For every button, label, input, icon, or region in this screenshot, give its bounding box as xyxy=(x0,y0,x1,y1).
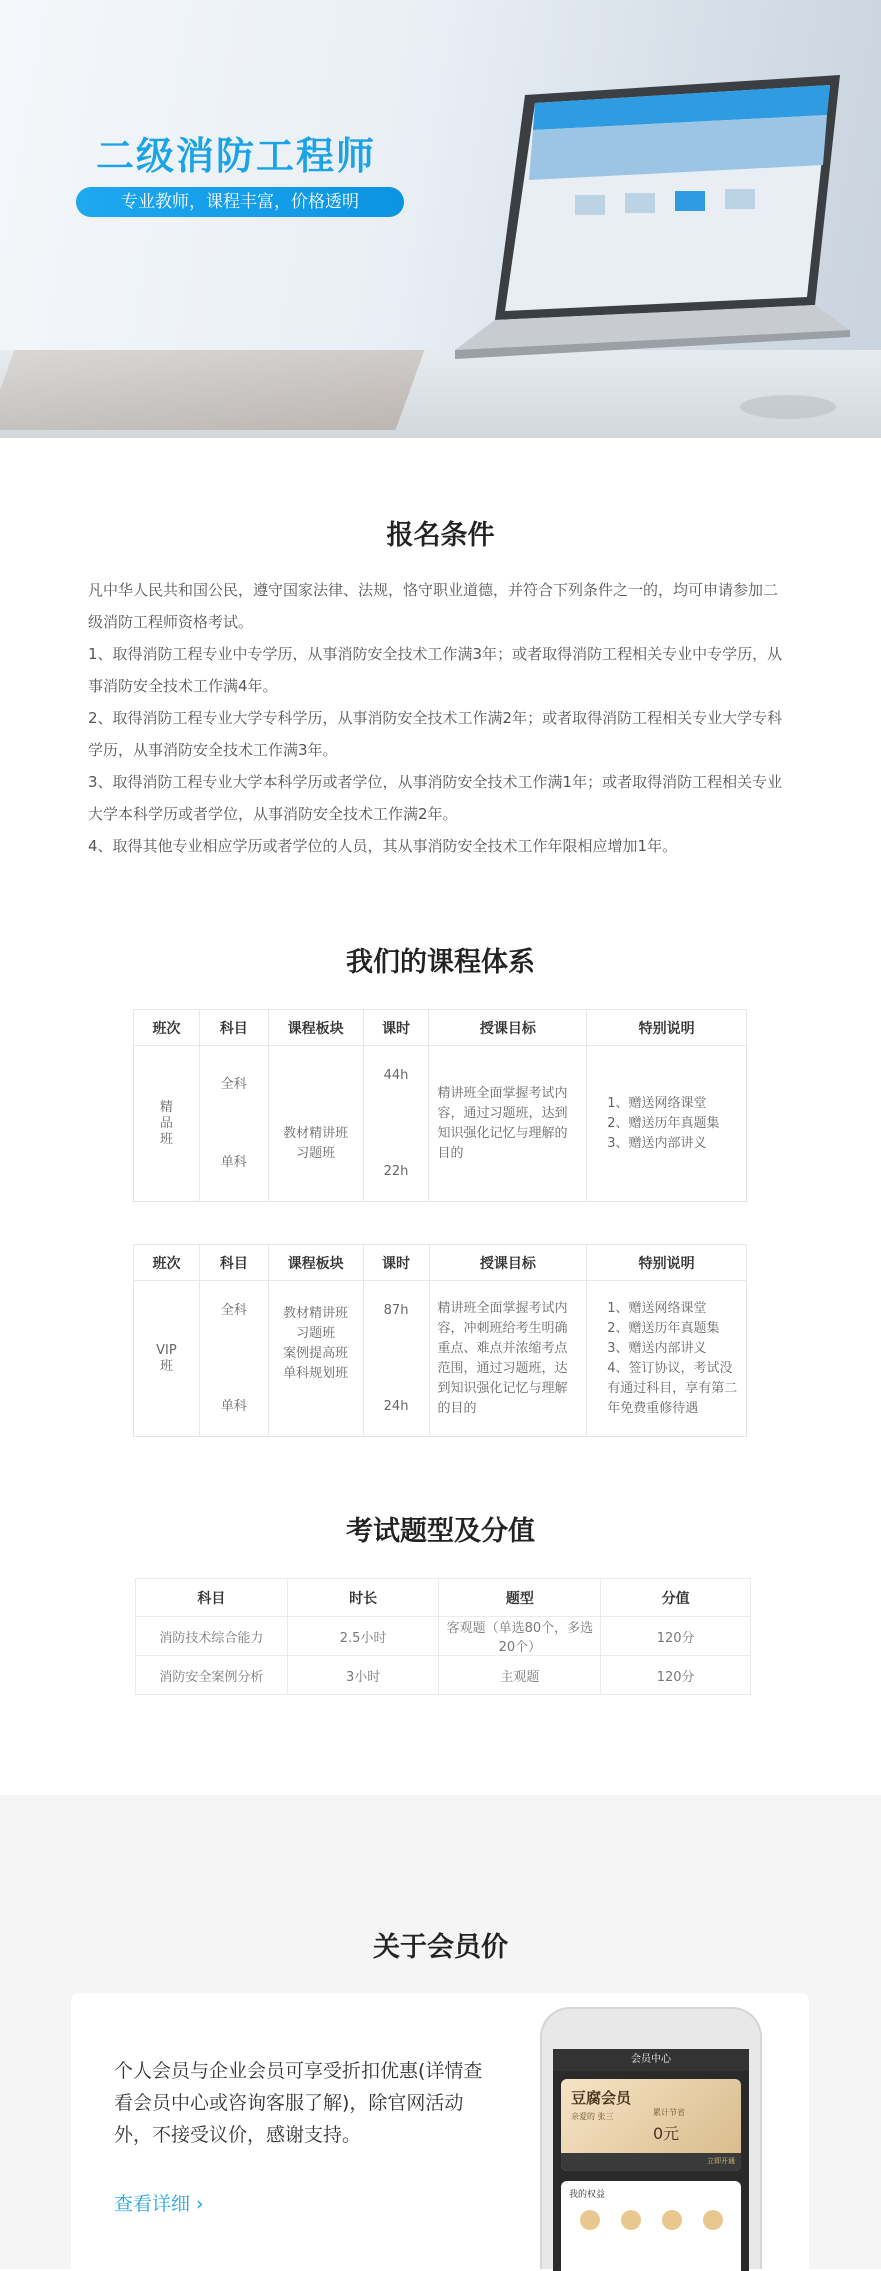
header-class: 班次 xyxy=(134,1010,200,1046)
header-type: 题型 xyxy=(439,1579,601,1617)
vip-open-button: 立即开通 xyxy=(707,2157,735,2165)
header-notes: 特别说明 xyxy=(587,1245,747,1281)
course-table-standard xyxy=(133,1009,747,1202)
hours-single: 24h xyxy=(383,1399,409,1414)
hours-cell xyxy=(363,1046,429,1202)
cell-subject: 消防安全案例分析 xyxy=(136,1656,288,1695)
table-row xyxy=(136,1656,751,1695)
rights-icons xyxy=(561,2206,741,2234)
phone-mockup xyxy=(540,2007,762,2269)
hours-cell xyxy=(363,1281,429,1437)
hours-single: 22h xyxy=(383,1164,409,1179)
hero-subtitle-pill: 专业教师，课程丰富，价格透明 xyxy=(76,187,404,217)
note-item: 2、赠送历年真题集 xyxy=(607,1115,720,1131)
requirement-item: 2、取得消防工程专业大学专科学历，从事消防安全技术工作满2年；或者取得消防工程相关专业大学专科学历，从事消防安全技术工作满3年。 xyxy=(88,709,783,759)
notes-cell xyxy=(587,1281,747,1437)
table-row xyxy=(134,1046,747,1202)
goal-cell xyxy=(429,1281,587,1437)
rights-icon xyxy=(580,2210,600,2230)
hours-all: 44h xyxy=(383,1068,409,1083)
exam-table xyxy=(135,1578,751,1695)
exam-title: 考试题型及分值 xyxy=(346,1516,535,1547)
cell-score: 120分 xyxy=(601,1656,751,1695)
requirement-item: 3、取得消防工程专业大学本科学历或者学位，从事消防安全技术工作满1年；或者取得消防工程相关专业大学本科学历或者学位，从事消防安全技术工作满2年。 xyxy=(88,773,783,823)
phone-screen xyxy=(553,2049,749,2271)
cell-type: 客观题（单选80个，多选20个） xyxy=(439,1617,601,1656)
class-cell xyxy=(134,1281,200,1437)
header-goal: 授课目标 xyxy=(429,1245,587,1281)
subject-single: 单科 xyxy=(220,1399,247,1414)
notes-list xyxy=(587,1299,746,1419)
class-name: VIP班 xyxy=(156,1342,177,1374)
cell-duration: 2.5小时 xyxy=(287,1617,439,1656)
requirement-item: 1、取得消防工程专业中专学历，从事消防安全技术工作满3年；或者取得消防工程相关专业中专学历，从事消防安全技术工作满4年。 xyxy=(88,645,783,695)
header-goal: 授课目标 xyxy=(429,1010,587,1046)
notes-list xyxy=(587,1094,746,1154)
module-cell xyxy=(268,1046,363,1202)
note-item: 3、赠送内部讲义 xyxy=(607,1340,707,1356)
header-hours: 课时 xyxy=(363,1245,429,1281)
rights-icon xyxy=(662,2210,682,2230)
cell-type: 主观题 xyxy=(439,1656,601,1695)
table-row xyxy=(136,1617,751,1656)
requirements-title: 报名条件 xyxy=(386,520,495,551)
member-description: 个人会员与企业会员可享受折扣优惠(详情查看会员中心或咨询客服了解)，除官网活动外，不接受议价，感谢支持。 xyxy=(114,2060,483,2146)
cell-score: 120分 xyxy=(601,1617,751,1656)
requirements-intro: 凡中华人民共和国公民，遵守国家法律、法规，恪守职业道德，并符合下列条件之一的，均可申请参加二级消防工程师资格考试。 xyxy=(88,581,779,631)
course-section xyxy=(0,862,881,1437)
header-module: 课程板块 xyxy=(268,1245,363,1281)
header-score: 分值 xyxy=(601,1579,751,1617)
header-hours: 课时 xyxy=(363,1010,429,1046)
note-item: 1、赠送网络课堂 xyxy=(607,1300,707,1316)
note-item: 1、赠送网络课堂 xyxy=(607,1095,707,1111)
vip-save-value: 0元 xyxy=(653,2124,680,2143)
vip-card-title: 豆腐会员 xyxy=(571,2089,632,2107)
course-title: 我们的课程体系 xyxy=(346,947,535,978)
table-row xyxy=(134,1281,747,1437)
rights-title: 我的权益 xyxy=(569,2190,606,2200)
module-item: 教材精讲班 xyxy=(283,1305,349,1321)
goal-text: 精讲班全面掌握考试内容，冲刺班给考生明确重点、难点并浓缩考点范围，通过习题班，达到知识强化记忆与理解的目的 xyxy=(437,1300,568,1416)
note-item: 2、赠送历年真题集 xyxy=(607,1320,720,1336)
module-item: 单科规划班 xyxy=(283,1365,349,1381)
header-notes: 特别说明 xyxy=(587,1010,747,1046)
exam-section xyxy=(0,1437,881,1795)
course-table-vip xyxy=(133,1244,747,1437)
hours-all: 87h xyxy=(383,1303,409,1318)
view-details-link[interactable]: 查看详细 › xyxy=(114,2193,204,2215)
header-subject: 科目 xyxy=(199,1245,268,1281)
cell-duration: 3小时 xyxy=(287,1656,439,1695)
subject-cell xyxy=(199,1046,268,1202)
module-text: 教材精讲班 习题班 xyxy=(283,1125,349,1161)
hero-banner xyxy=(0,0,881,438)
rights-icon xyxy=(703,2210,723,2230)
subject-cell xyxy=(199,1281,268,1437)
phone-topbar: 会员中心 xyxy=(553,2049,749,2071)
hero-title: 二级消防工程师 xyxy=(96,134,377,178)
notes-cell xyxy=(587,1046,747,1202)
table-header-row xyxy=(134,1245,747,1281)
hero-cup-image xyxy=(740,395,836,419)
vip-card xyxy=(561,2079,741,2171)
vip-card-bar xyxy=(561,2153,741,2171)
module-list xyxy=(269,1304,363,1414)
header-class: 班次 xyxy=(134,1245,200,1281)
module-item: 习题班 xyxy=(296,1325,336,1341)
header-subject: 科目 xyxy=(136,1579,288,1617)
header-module: 课程板块 xyxy=(268,1010,363,1046)
hero-book-image xyxy=(0,350,425,430)
class-name: 精品班 xyxy=(159,1099,173,1147)
note-item: 4、签订协议，考试没有通过科目，享有第二年免费重修待遇 xyxy=(607,1360,738,1416)
member-title: 关于会员价 xyxy=(373,1932,508,1963)
requirement-item: 4、取得其他专业相应学历或者学位的人员，其从事消防安全技术工作年限相应增加1年。 xyxy=(88,837,678,855)
goal-cell xyxy=(429,1046,587,1202)
requirements-section xyxy=(0,438,881,862)
header-subject: 科目 xyxy=(199,1010,268,1046)
member-section xyxy=(0,1795,881,2269)
subject-single: 单科 xyxy=(220,1155,247,1170)
vip-save-label: 累计节省 xyxy=(653,2108,685,2117)
member-card xyxy=(71,1993,809,2269)
laptop-image xyxy=(455,75,850,365)
table-header-row xyxy=(136,1579,751,1617)
goal-text: 精讲班全面掌握考试内容，通过习题班，达到知识强化记忆与理解的目的 xyxy=(437,1085,568,1161)
table-header-row xyxy=(134,1010,747,1046)
module-cell xyxy=(268,1281,363,1437)
header-duration: 时长 xyxy=(287,1579,439,1617)
note-item: 3、赠送内部讲义 xyxy=(607,1135,707,1151)
vip-card-user: 亲爱的 张三 xyxy=(571,2112,614,2121)
subject-all: 全科 xyxy=(220,1077,247,1092)
class-cell xyxy=(134,1046,200,1202)
module-item: 案例提高班 xyxy=(283,1345,349,1361)
cell-subject: 消防技术综合能力 xyxy=(136,1617,288,1656)
rights-panel xyxy=(561,2181,741,2271)
rights-icon xyxy=(621,2210,641,2230)
subject-all: 全科 xyxy=(220,1303,247,1318)
requirements-text xyxy=(88,574,788,862)
